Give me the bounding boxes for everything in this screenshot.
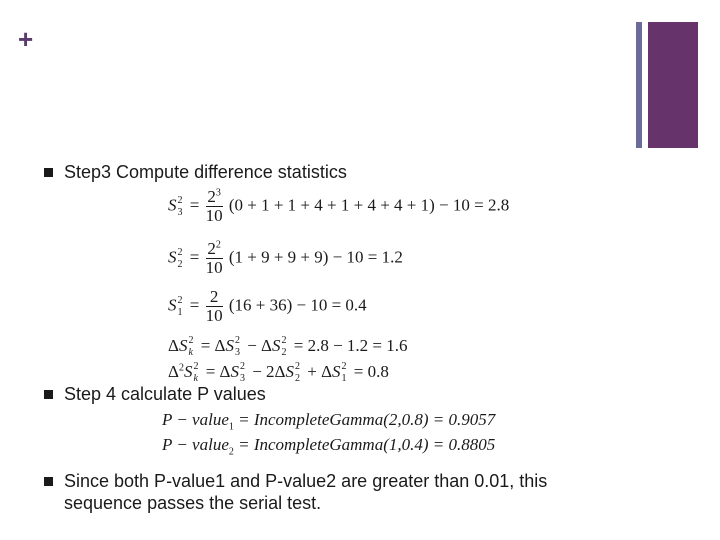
p2-sub: 2: [228, 446, 234, 458]
p2-rhs: = IncompleteGamma(1,0.4) = 0.8805: [238, 435, 496, 454]
s2-rhs: (1 + 9 + 9 + 9) − 10 = 1.2: [228, 247, 403, 267]
s3-rhs: (0 + 1 + 1 + 4 + 1 + 4 + 4 + 1) − 10 = 2.8: [228, 195, 510, 215]
p1-rhs: = IncompleteGamma(2,0.8) = 0.9057: [238, 410, 496, 429]
accent-bar-thin: [636, 22, 642, 148]
p1-lhs: P − value: [162, 410, 229, 429]
s2-num-exp: 2: [215, 239, 221, 251]
s3-num-exp: 3: [215, 187, 221, 199]
equation-s3: S 2 3 = $\frac{2^3}{10}$ (0 + 1 + 1 + 4 + 1 + 4 + 4 + 1) − 10 = 2.8: [168, 187, 510, 225]
s3-den: 10: [205, 206, 223, 225]
delta-rhs: = 2.8 − 1.2 = 1.6: [293, 335, 408, 355]
bullet-conclusion-text: Since both P-value1 and P-value2 are greater than 0.01, this sequence passes the serial test.: [64, 471, 548, 513]
s1-den: 10: [205, 306, 223, 325]
equation-delta: ΔS 2 k = ΔS 2 3 − ΔS 2 2 = 2.8 − 1.2 = 1.6: [168, 335, 408, 358]
bullet-step4-text: Step 4 calculate P values: [64, 384, 266, 404]
s3-num: 2: [207, 187, 216, 206]
s1-rhs: (16 + 36) − 10 = 0.4: [228, 295, 367, 315]
delta2-rhs: = 0.8: [353, 361, 389, 381]
bullet-marker: [44, 390, 53, 399]
plus-icon: +: [18, 24, 34, 54]
equation-delta2: $\Delta^2S$ 2 k = ΔS 2 3 − 2ΔS 2 2 + ΔS 2 1 = 0.8: [168, 361, 389, 384]
p2-lhs: P − value: [162, 435, 229, 454]
accent-bar-thick: [648, 22, 698, 148]
bullet-marker: [44, 168, 53, 177]
s1-num: 2: [206, 288, 223, 307]
bullet-marker: [44, 477, 53, 486]
s2-num: 2: [207, 239, 216, 258]
equation-s1: S 2 1 = $\frac{2}{10}$ (16 + 36) − 10 = 0.4: [168, 287, 367, 325]
bullet-step3-text: Step3 Compute difference statistics: [64, 162, 347, 182]
equation-pvalue1: [162, 410, 496, 433]
equation-pvalue2: [162, 435, 496, 458]
s2-den: 10: [205, 258, 223, 277]
p1-sub: 1: [228, 421, 234, 433]
equation-s2: S 2 2 = $\frac{2^2}{10}$ (1 + 9 + 9 + 9) − 10 = 1.2: [168, 239, 403, 277]
